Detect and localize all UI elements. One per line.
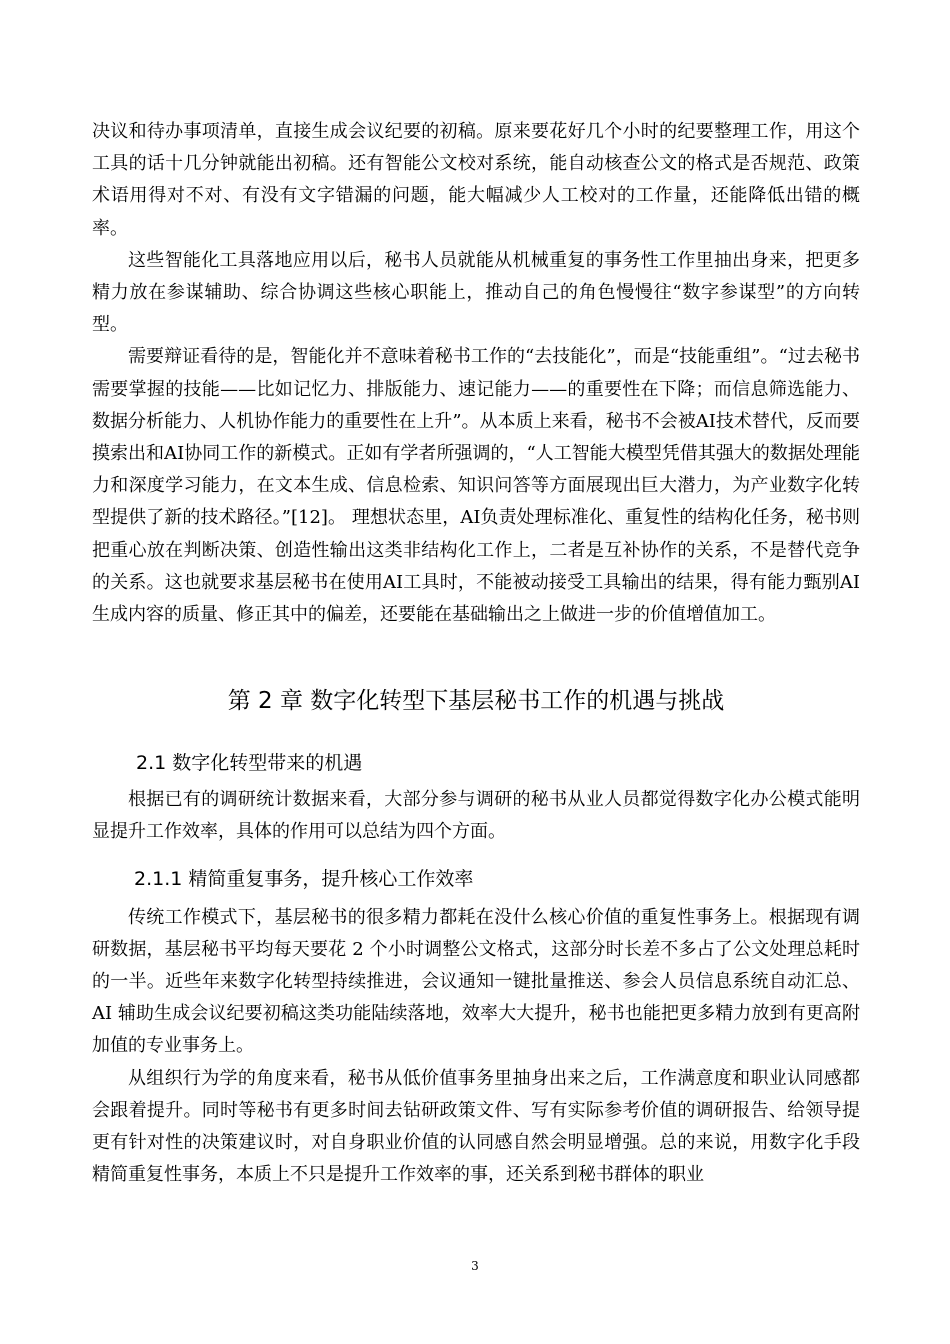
page-content: [92, 116, 860, 1191]
body-paragraph: 根据已有的调研统计数据来看，大部分参与调研的秘书从业人员都觉得数字化办公模式能明显提升工作效率，具体的作用可以总结为四个方面。: [92, 789, 860, 843]
body-paragraph: 传统工作模式下，基层秘书的很多精力都耗在没什么核心价值的重复性事务上。根据现有调研数据，基层秘书平均每天要花 2 个小时调整公文格式，这部分时长差不多占了公文处理总耗时的一半。近些年来数字化转型持续推进，会议通知一键批量推送、参会人员信息系统自动汇总、AI 辅助生成会议纪要初稿这类功能陆续落地，效率大大提升，秘书也能把更多精力放到有更高附加值的专业事务上。: [92, 906, 860, 1057]
section-heading: 2.1 数字化转型带来的机遇: [136, 752, 363, 775]
chapter-heading: 第 2 章 数字化转型下基层秘书工作的机遇与挑战: [227, 688, 725, 715]
body-paragraph: 决议和待办事项清单，直接生成会议纪要的初稿。原来要花好几个小时的纪要整理工作，用这个工具的话十几分钟就能出初稿。还有智能公文校对系统，能自动核查公文的格式是否规范、政策术语用得对不对、有没有文字错漏的问题，能大幅减少人工校对的工作量，还能降低出错的概率。: [92, 121, 860, 239]
body-paragraph: 这些智能化工具落地应用以后，秘书人员就能从机械重复的事务性工作里抽出身来，把更多精力放在参谋辅助、综合协调这些核心职能上，推动自己的角色慢慢往“数字参谋型”的方向转型。: [92, 249, 860, 336]
body-paragraph: 需要辩证看待的是，智能化并不意味着秘书工作的“去技能化”，而是“技能重组”。“过去秘书需要掌握的技能——比如记忆力、排版能力、速记能力——的重要性在下降；而信息筛选能力、数据分析能力、人机协作能力的重要性在上升”。从本质上来看，秘书不会被AI技术替代，反而要摸索出和AI协同工作的新模式。正如有学者所强调的，“人工智能大模型凭借其强大的数据处理能力和深度学习能力，在文本生成、信息检索、知识问答等方面展现出巨大潜力，为产业数字化转型提供了新的技术路径。”[12]。 理想状态里，AI负责处理标准化、重复性的结构化任务，秘书则把重心放在判断决策、创造性输出这类非结构化工作上，二者是互补协作的关系，不是替代竞争的关系。这也就要求基层秘书在使用AI工具时，不能被动接受工具输出的结果，得有能力甄别AI生成内容的质量、修正其中的偏差，还要能在基础输出之上做进一步的价值增值加工。: [92, 346, 860, 626]
page-number: 3: [471, 1259, 479, 1273]
body-paragraph: 从组织行为学的角度来看，秘书从低价值事务里抽身出来之后，工作满意度和职业认同感都会跟着提升。同时等秘书有更多时间去钻研政策文件、写有实际参考价值的调研报告、给领导提更有针对性的决策建议时，对自身职业价值的认同感自然会明显增强。总的来说，用数字化手段精简重复性事务，本质上不只是提升工作效率的事，还关系到秘书群体的职业: [92, 1067, 860, 1186]
subsection-heading: 2.1.1 精简重复事务，提升核心工作效率: [134, 867, 474, 890]
